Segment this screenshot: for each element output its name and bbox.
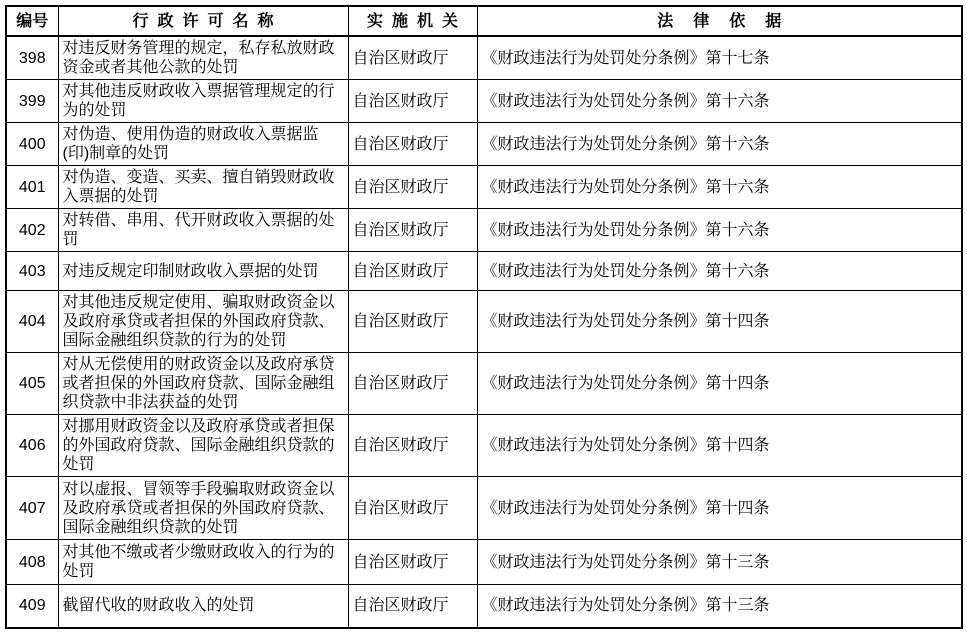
table-row (6, 36, 962, 80)
row-number-cell: 402 (6, 209, 58, 252)
agency-cell: 自治区财政厅 (348, 209, 477, 252)
table-header-row (6, 6, 962, 36)
column-header-legal-basis: 法律依据 (477, 6, 962, 36)
legal-basis-cell: 《财政违法行为处罚处分条例》第十三条 (477, 585, 962, 628)
agency-cell: 自治区财政厅 (348, 353, 477, 415)
table-row (6, 540, 962, 585)
agency-cell: 自治区财政厅 (348, 166, 477, 209)
column-header-number: 编号 (6, 6, 58, 36)
legal-basis-cell: 《财政违法行为处罚处分条例》第十七条 (477, 36, 962, 80)
table-row (6, 353, 962, 415)
row-number-cell: 399 (6, 80, 58, 123)
table-row (6, 252, 962, 291)
legal-basis-cell: 《财政违法行为处罚处分条例》第十六条 (477, 123, 962, 166)
row-number-cell: 398 (6, 36, 58, 80)
table-row (6, 209, 962, 252)
permit-name-cell: 对转借、串用、代开财政收入票据的处罚 (58, 209, 348, 252)
row-number-cell: 403 (6, 252, 58, 291)
legal-basis-cell: 《财政违法行为处罚处分条例》第十六条 (477, 166, 962, 209)
row-number-cell: 406 (6, 415, 58, 477)
permit-name-cell: 对其他不缴或者少缴财政收入的行为的处罚 (58, 540, 348, 585)
row-number-cell: 408 (6, 540, 58, 585)
agency-cell: 自治区财政厅 (348, 291, 477, 353)
permit-name-cell: 对违反财务管理的规定，私存私放财政资金或者其他公款的处罚 (58, 36, 348, 80)
row-number-cell: 405 (6, 353, 58, 415)
permit-name-cell: 对从无偿使用的财政资金以及政府承贷或者担保的外国政府贷款、国际金融组织贷款中非法获益的处罚 (58, 353, 348, 415)
permit-name-cell: 截留代收的财政收入的处罚 (58, 585, 348, 628)
agency-cell: 自治区财政厅 (348, 36, 477, 80)
table-row (6, 415, 962, 477)
agency-cell: 自治区财政厅 (348, 80, 477, 123)
table-row (6, 123, 962, 166)
legal-basis-cell: 《财政违法行为处罚处分条例》第十六条 (477, 80, 962, 123)
table-row (6, 477, 962, 540)
table-row (6, 166, 962, 209)
row-number-cell: 407 (6, 477, 58, 540)
legal-basis-cell: 《财政违法行为处罚处分条例》第十三条 (477, 540, 962, 585)
table-row (6, 80, 962, 123)
row-number-cell: 409 (6, 585, 58, 628)
permit-name-cell: 对其他违反财政收入票据管理规定的行为的处罚 (58, 80, 348, 123)
legal-basis-cell: 《财政违法行为处罚处分条例》第十四条 (477, 353, 962, 415)
permit-name-cell: 对以虚报、冒领等手段骗取财政资金以及政府承贷或者担保的外国政府贷款、国际金融组织贷款的处罚 (58, 477, 348, 540)
column-header-agency: 实施机关 (348, 6, 477, 36)
permit-table (5, 5, 963, 629)
row-number-cell: 401 (6, 166, 58, 209)
agency-cell: 自治区财政厅 (348, 477, 477, 540)
legal-basis-cell: 《财政违法行为处罚处分条例》第十四条 (477, 477, 962, 540)
row-number-cell: 400 (6, 123, 58, 166)
legal-basis-cell: 《财政违法行为处罚处分条例》第十六条 (477, 252, 962, 291)
permit-name-cell: 对挪用财政资金以及政府承贷或者担保的外国政府贷款、国际金融组织贷款的处罚 (58, 415, 348, 477)
agency-cell: 自治区财政厅 (348, 540, 477, 585)
row-number-cell: 404 (6, 291, 58, 353)
legal-basis-cell: 《财政违法行为处罚处分条例》第十四条 (477, 291, 962, 353)
column-header-permit-name: 行政许可名称 (58, 6, 348, 36)
legal-basis-cell: 《财政违法行为处罚处分条例》第十四条 (477, 415, 962, 477)
permit-name-cell: 对违反规定印制财政收入票据的处罚 (58, 252, 348, 291)
permit-name-cell: 对伪造、变造、买卖、擅自销毁财政收入票据的处罚 (58, 166, 348, 209)
permit-name-cell: 对其他违反规定使用、骗取财政资金以及政府承贷或者担保的外国政府贷款、国际金融组织贷款的行为的处罚 (58, 291, 348, 353)
table-row (6, 291, 962, 353)
agency-cell: 自治区财政厅 (348, 415, 477, 477)
agency-cell: 自治区财政厅 (348, 252, 477, 291)
permit-name-cell: 对伪造、使用伪造的财政收入票据监(印)制章的处罚 (58, 123, 348, 166)
legal-basis-cell: 《财政违法行为处罚处分条例》第十六条 (477, 209, 962, 252)
agency-cell: 自治区财政厅 (348, 585, 477, 628)
table-row (6, 585, 962, 628)
agency-cell: 自治区财政厅 (348, 123, 477, 166)
